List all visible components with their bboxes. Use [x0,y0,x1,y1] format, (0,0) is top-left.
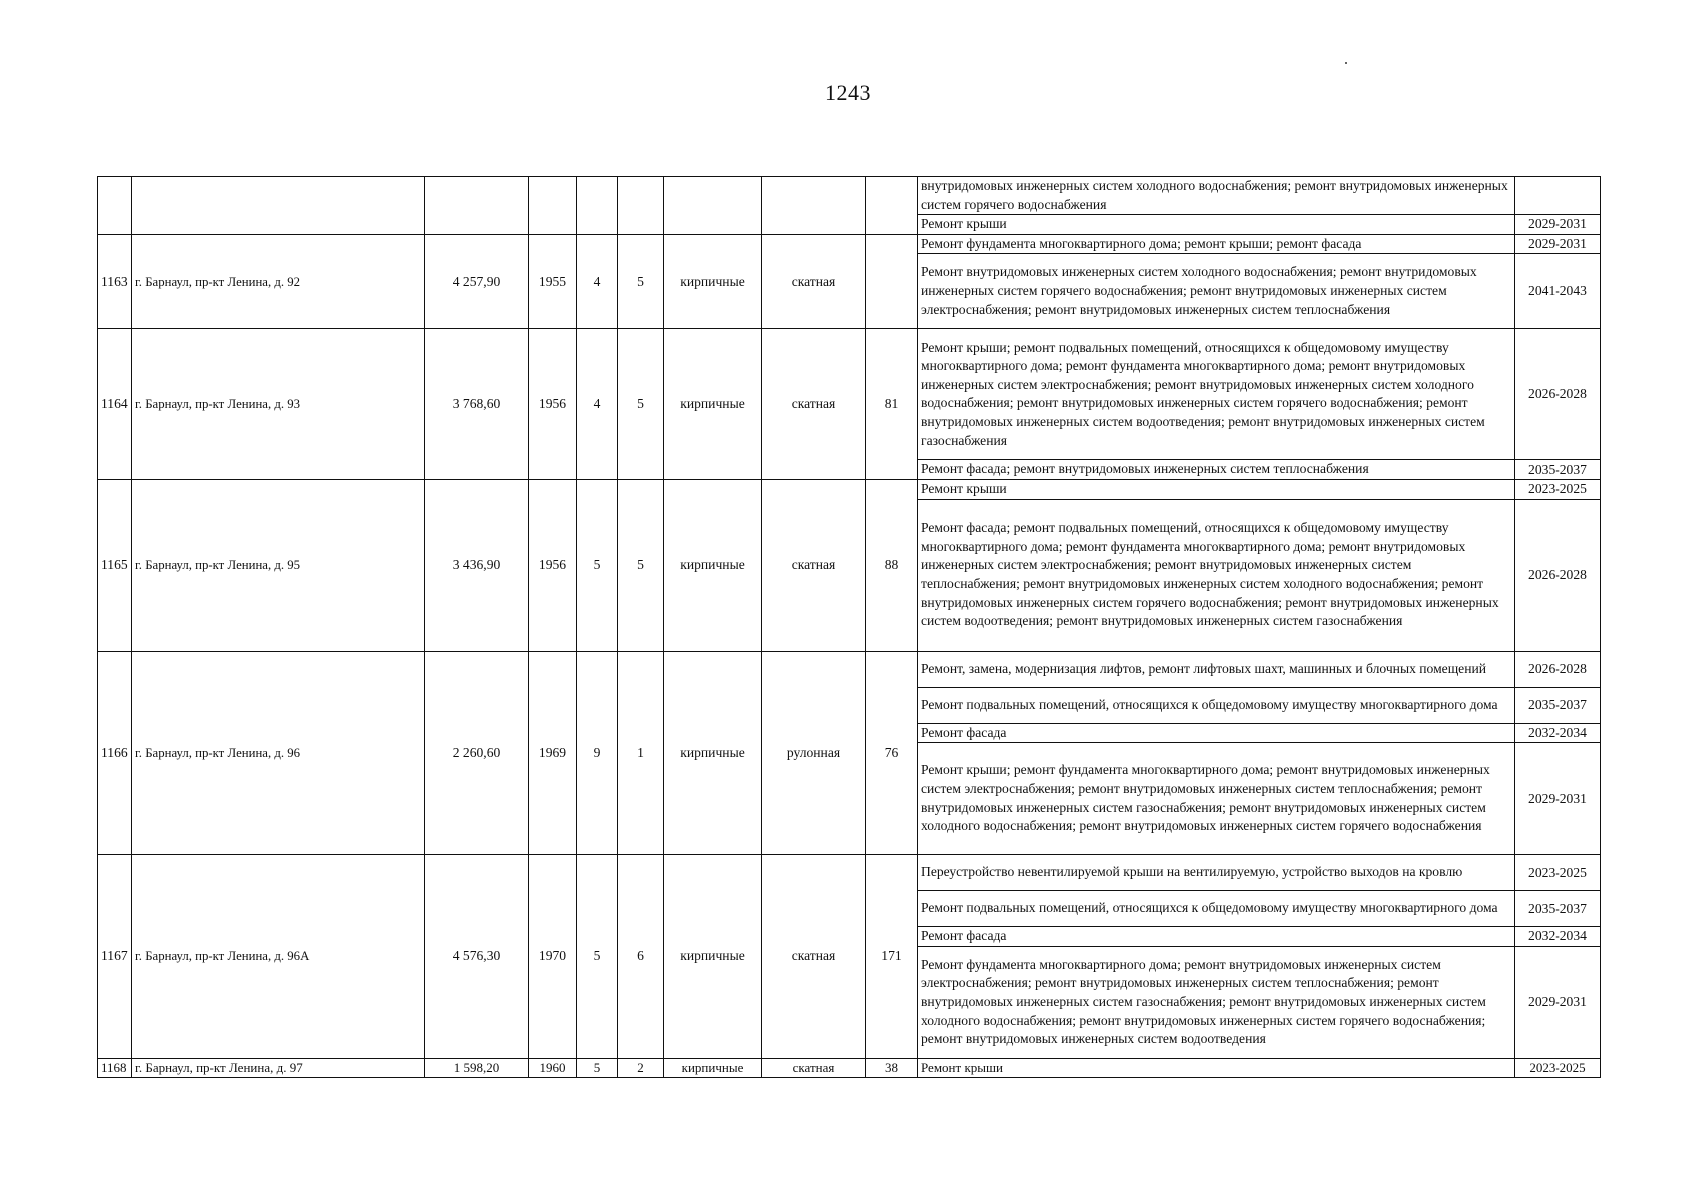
total-area: 3 436,90 [425,479,529,651]
house-address: г. Барнаул, пр-кт Ленина, д. 93 [132,329,425,480]
work-description: Ремонт фасада [918,723,1515,743]
work-period: 2026-2028 [1515,499,1601,651]
work-period: 2026-2028 [1515,651,1601,687]
work-description: Ремонт фасада [918,927,1515,947]
work-description: Ремонт крыши [918,479,1515,499]
housing-register-table [97,176,1601,1078]
house-address: г. Барнаул, пр-кт Ленина, д. 96А [132,855,425,1059]
entrance-count: 5 [618,234,664,329]
work-period: 2035-2037 [1515,687,1601,723]
floor-count: 5 [577,1058,618,1078]
wall-material: кирпичные [664,479,762,651]
work-description: Ремонт крыши; ремонт подвальных помещений, относящихся к общедомовому имуществу многоквартирного дома; ремонт фундамента многоквартирного дома; ремонт внутридомовых инженерных систем электроснабжения; ремонт внутридомовых инженерных систем холодного водоснабжения; ремонт внутридомовых инженерных систем горячего водоснабжения; ремонт внутридомовых инженерных систем водоотведения; ремонт внутридомовых инженерных систем газоснабжения [918,329,1515,460]
floor-count: 9 [577,651,618,855]
scan-speck [1345,62,1347,64]
work-description: Ремонт крыши; ремонт фундамента многоквартирного дома; ремонт внутридомовых инженерных систем электроснабжения; ремонт внутридомовых инженерных систем теплоснабжения; ремонт внутридомовых инженерных систем газоснабжения; ремонт внутридомовых инженерных систем холодного водоснабжения; ремонт внутридомовых инженерных систем горячего водоснабжения [918,743,1515,855]
entrance-count: 2 [618,1058,664,1078]
floor-count: 4 [577,234,618,329]
work-description: Ремонт фундамента многоквартирного дома; ремонт крыши; ремонт фасада [918,234,1515,254]
house-address: г. Барнаул, пр-кт Ленина, д. 95 [132,479,425,651]
entrance-count: 6 [618,855,664,1059]
work-period: 2035-2037 [1515,891,1601,927]
work-description: Переустройство невентилируемой крыши на вентилируемую, устройство выходов на кровлю [918,855,1515,891]
work-period: 2029-2031 [1515,946,1601,1058]
work-period: 2026-2028 [1515,329,1601,460]
total-area: 4 576,30 [425,855,529,1059]
work-description: Ремонт крыши [918,215,1515,235]
apartment-count: 88 [866,479,918,651]
work-period [1515,177,1601,215]
table-row [98,855,1601,891]
floor-count [577,177,618,235]
work-description: Ремонт крыши [918,1058,1515,1078]
house-address: г. Барнаул, пр-кт Ленина, д. 92 [132,234,425,329]
register-body [98,177,1601,1078]
apartment-count [866,177,918,235]
work-period: 2029-2031 [1515,743,1601,855]
house-address: г. Барнаул, пр-кт Ленина, д. 97 [132,1058,425,1078]
work-description: Ремонт подвальных помещений, относящихся к общедомовому имуществу многоквартирного дома [918,687,1515,723]
total-area [425,177,529,235]
table-row [98,1058,1601,1078]
apartment-count: 38 [866,1058,918,1078]
record-number: 1167 [98,855,132,1059]
work-description: Ремонт фасада; ремонт подвальных помещений, относящихся к общедомовому имуществу многоквартирного дома; ремонт фундамента многоквартирного дома; ремонт внутридомовых инженерных систем электроснабжения; ремонт внутридомовых инженерных систем теплоснабжения; ремонт внутридомовых инженерных систем холодного водоснабжения; ремонт внутридомовых инженерных систем горячего водоснабжения; ремонт внутридомовых инженерных систем водоотведения; ремонт внутридомовых инженерных систем газоснабжения [918,499,1515,651]
wall-material: кирпичные [664,329,762,480]
entrance-count: 1 [618,651,664,855]
record-number: 1168 [98,1058,132,1078]
record-number [98,177,132,235]
work-description: Ремонт подвальных помещений, относящихся к общедомовому имуществу многоквартирного дома [918,891,1515,927]
work-description: Ремонт фундамента многоквартирного дома; ремонт внутридомовых инженерных систем электроснабжения; ремонт внутридомовых инженерных систем теплоснабжения; ремонт внутридомовых инженерных систем газоснабжения; ремонт внутридомовых инженерных систем холодного водоснабжения; ремонт внутридомовых инженерных систем горячего водоснабжения; ремонт внутридомовых инженерных систем водоотведения [918,946,1515,1058]
work-period: 2032-2034 [1515,927,1601,947]
roof-type: скатная [762,1058,866,1078]
total-area: 3 768,60 [425,329,529,480]
record-number: 1165 [98,479,132,651]
table-row [98,329,1601,460]
total-area: 2 260,60 [425,651,529,855]
apartment-count [866,234,918,329]
build-year: 1956 [529,329,577,480]
work-period: 2023-2025 [1515,479,1601,499]
total-area: 1 598,20 [425,1058,529,1078]
wall-material: кирпичные [664,651,762,855]
page-number: 1243 [825,80,871,105]
work-period: 2029-2031 [1515,215,1601,235]
build-year [529,177,577,235]
work-period: 2023-2025 [1515,855,1601,891]
floor-count: 5 [577,855,618,1059]
wall-material: кирпичные [664,855,762,1059]
roof-type: рулонная [762,651,866,855]
build-year: 1969 [529,651,577,855]
work-description: внутридомовых инженерных систем холодного водоснабжения; ремонт внутридомовых инженерных систем горячего водоснабжения [918,177,1515,215]
roof-type [762,177,866,235]
wall-material: кирпичные [664,1058,762,1078]
table-row [98,651,1601,687]
floor-count: 4 [577,329,618,480]
entrance-count: 5 [618,479,664,651]
work-period: 2023-2025 [1515,1058,1601,1078]
record-number: 1166 [98,651,132,855]
work-description: Ремонт фасада; ремонт внутридомовых инженерных систем теплоснабжения [918,460,1515,480]
record-number: 1164 [98,329,132,480]
roof-type: скатная [762,855,866,1059]
entrance-count: 5 [618,329,664,480]
apartment-count: 81 [866,329,918,480]
floor-count: 5 [577,479,618,651]
house-address: г. Барнаул, пр-кт Ленина, д. 96 [132,651,425,855]
table-row [98,234,1601,254]
work-description: Ремонт внутридомовых инженерных систем холодного водоснабжения; ремонт внутридомовых инженерных систем горячего водоснабжения; ремонт внутридомовых инженерных систем электроснабжения; ремонт внутридомовых инженерных систем теплоснабжения [918,254,1515,329]
total-area: 4 257,90 [425,234,529,329]
work-period: 2032-2034 [1515,723,1601,743]
build-year: 1960 [529,1058,577,1078]
apartment-count: 76 [866,651,918,855]
wall-material [664,177,762,235]
work-period: 2035-2037 [1515,460,1601,480]
roof-type: скатная [762,234,866,329]
build-year: 1955 [529,234,577,329]
table-row [98,479,1601,499]
apartment-count: 171 [866,855,918,1059]
roof-type: скатная [762,329,866,480]
roof-type: скатная [762,479,866,651]
wall-material: кирпичные [664,234,762,329]
work-description: Ремонт, замена, модернизация лифтов, ремонт лифтовых шахт, машинных и блочных помещений [918,651,1515,687]
record-number: 1163 [98,234,132,329]
work-period: 2029-2031 [1515,234,1601,254]
build-year: 1956 [529,479,577,651]
house-address [132,177,425,235]
work-period: 2041-2043 [1515,254,1601,329]
table-row [98,177,1601,215]
build-year: 1970 [529,855,577,1059]
entrance-count [618,177,664,235]
